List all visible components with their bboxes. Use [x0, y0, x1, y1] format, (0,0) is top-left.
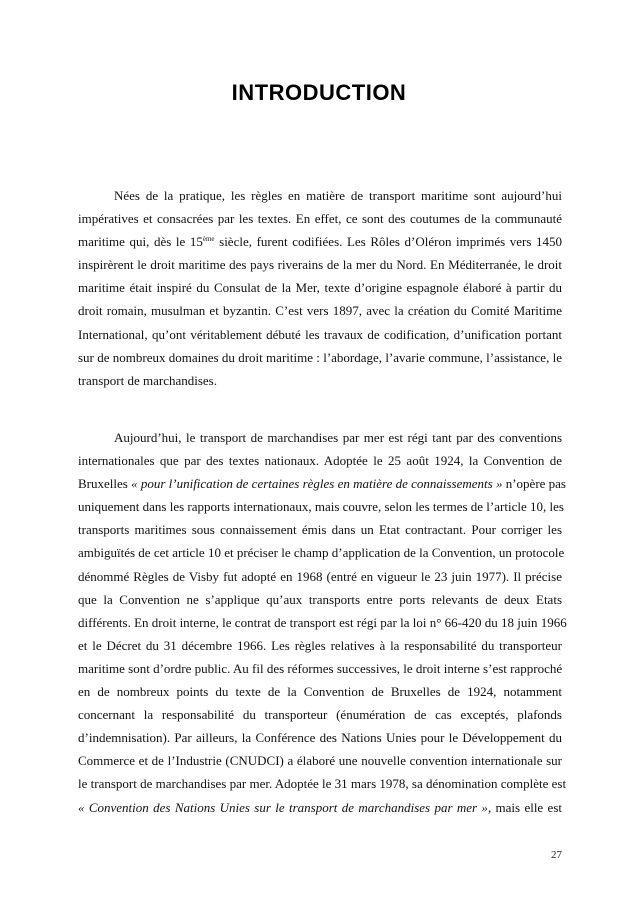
superscript: ème [202, 235, 215, 244]
text-run: , mais elle est [487, 799, 562, 815]
text-line: maritime était inspiré du Consulat de la Mer, texte d’origine espagnole élaboré à partir du [78, 280, 562, 296]
text-line: ambiguïtés de cet article 10 et préciser le champ d’application de la Convention, un protocole [78, 545, 565, 561]
text-run: n’opère pas [502, 476, 566, 492]
text-line [78, 230, 562, 253]
text-line: et le Décret du 31 décembre 1966. Les règles relatives à la responsabilité du transporteur [78, 637, 562, 653]
text-line: International, qu’ont véritablement débuté les travaux de codification, d’unification portant [78, 326, 562, 342]
text-line: maritime sont d’ordre public. Au fil des réformes successives, le droit interne s’est rapproché [78, 660, 563, 676]
text-line: sur de nombreux domaines du droit maritime : l’abordage, l’avarie commune, l’assistance, le [78, 349, 562, 365]
italic-title: « Convention des Nations Unies sur le transport de marchandises par mer » [78, 799, 488, 815]
text-line: transports maritimes sous connaissement émis dans un Etat contractant. Pour corriger les [78, 522, 562, 538]
text-line [78, 796, 562, 819]
paragraph-2 [78, 426, 567, 819]
text-line: différents. En droit interne, le contrat de transport est régi par la loi n° 66-420 du 18 juin 1966 [78, 614, 567, 630]
text-line [78, 472, 566, 495]
page-number: 27 [551, 849, 562, 861]
italic-title: « pour l’unification de certaines règles en matière de connaissements » [131, 476, 503, 492]
text-line: droit romain, musulman et byzantin. C’est vers 1897, avec la création du Comité Maritime [78, 303, 562, 319]
text-line: inspirèrent le droit maritime des pays riverains de la mer du Nord. En Méditerranée, le droit [78, 257, 562, 273]
text-run: Bruxelles [78, 476, 132, 492]
text-line: d’indemnisation). Par ailleurs, la Conférence des Nations Unies pour le Développement du [78, 730, 562, 746]
text-line: le transport de marchandises par mer. Adoptée le 31 mars 1978, sa dénomination complète est [78, 776, 567, 792]
text-line: Nées de la pratique, les règles en matière de transport maritime sont aujourd’hui [114, 188, 562, 203]
text-line: Aujourd’hui, le transport de marchandises par mer est régi tant par des conventions [114, 430, 562, 445]
text-line: transport de marchandises. [78, 372, 217, 388]
text-run: maritime qui, dès le 15 [78, 234, 203, 250]
text-line: Commerce et de l’Industrie (CNUDCI) a élaboré une nouvelle convention internationale sur [78, 753, 562, 769]
text-line: dénommé Règles de Visby fut adopté en 1968 (entré en vigueur le 23 juin 1977). Il précise [78, 568, 562, 584]
text-line: impératives et consacrées par les textes. En effet, ce sont des coutumes de la communauté [78, 211, 562, 227]
text-run: siècle, furent codifiées. Les Rôles d’Oléron imprimés vers 1450 [214, 234, 562, 250]
text-line: uniquement dans les rapports internationaux, mais couvre, selon les termes de l’article 10, les [78, 499, 564, 515]
paragraph-1 [78, 184, 562, 392]
text-line: concernant la responsabilité du transporteur (énumération de cas exceptés, plafonds [78, 707, 562, 723]
text-line: que la Convention ne s’applique qu’aux transports entre ports relevants de deux Etats [78, 591, 562, 607]
text-line: en de nombreux points du texte de la Convention de Bruxelles de 1924, notamment [78, 684, 562, 700]
page-title: INTRODUCTION [231, 80, 407, 105]
text-line: internationales que par des textes nationaux. Adoptée le 25 août 1924, la Convention de [78, 453, 562, 469]
